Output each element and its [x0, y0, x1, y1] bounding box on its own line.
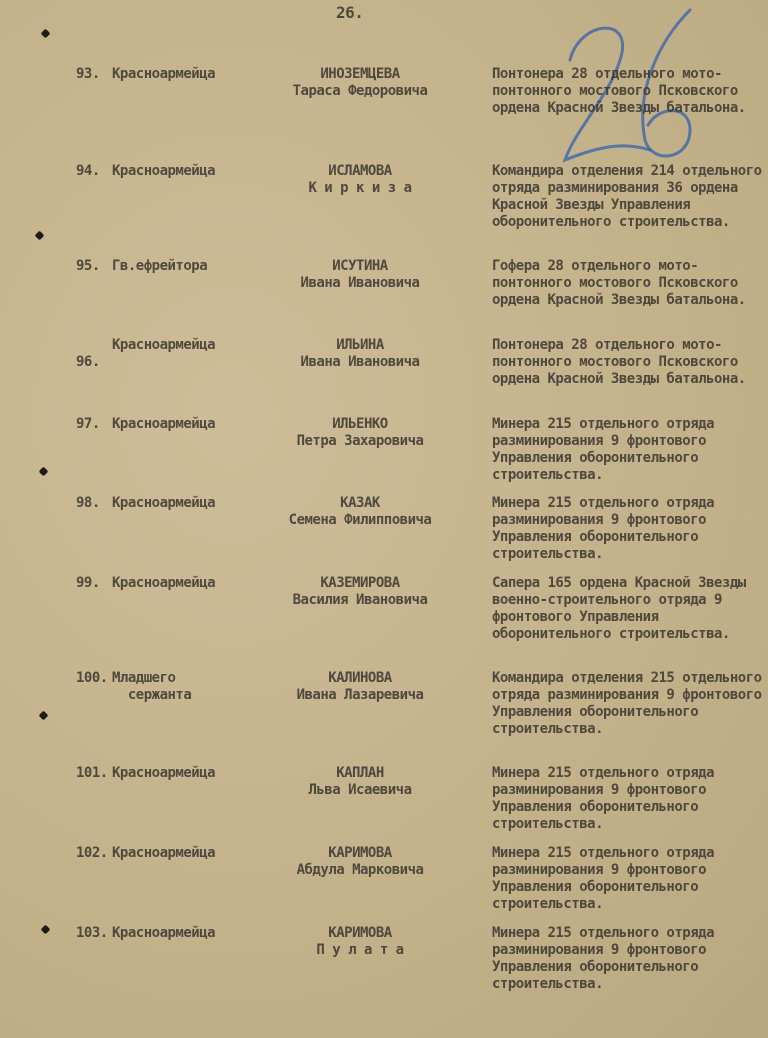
entry-given-names: Ивана Ивановича [300, 275, 420, 291]
entry-unit-description: Понтонера 28 отдельного мото-понтонного мостового Псковского ордена Красной Звезды батальона. [492, 66, 746, 116]
entry-number: 96. [76, 354, 100, 370]
entry-surname: КАЗЕМИРОВА [320, 575, 400, 591]
entry-number: 93. [76, 66, 100, 82]
entry-unit-description: Сапера 165 ордена Красной Звезды военно-строительного отряда 9 фронтового Управления оборонительного строительства. [492, 575, 746, 642]
entry-unit-description: Понтонера 28 отдельного мото-понтонного мостового Псковского ордена Красной Звезды батальона. [492, 337, 746, 387]
margin-mark [41, 29, 51, 39]
entry-surname: КАРИМОВА [328, 925, 392, 941]
entry-surname: ИЛЬЕНКО [332, 416, 388, 432]
entry-unit-description: Минера 215 отдельного отряда разминирования 9 фронтового Управления оборонительного строительства. [492, 416, 715, 483]
entry-rank: Красноармейца [112, 66, 216, 82]
entry-number: 101. [76, 765, 108, 781]
margin-mark [35, 231, 45, 241]
entry-given-names: Льва Исаевича [308, 782, 412, 798]
entry-unit-description: Минера 215 отдельного отряда разминирования 9 фронтового Управления оборонительного строительства. [492, 765, 715, 832]
entry-number: 102. [76, 845, 108, 861]
entry-number: 97. [76, 416, 100, 432]
entry-rank: Младшего сержанта [112, 670, 192, 703]
entry-given-names: Тараса Федоровича [292, 83, 428, 99]
entry-unit-description: Минера 215 отдельного отряда разминирования 9 фронтового Управления оборонительного строительства. [492, 495, 715, 562]
entry-unit-description: Командира отделения 215 отдельного отряда разминирования 9 фронтового Управления оборонительного строительства. [492, 670, 762, 737]
entry-given-names: Василия Ивановича [292, 592, 428, 608]
entry-surname: ИЛЬИНА [336, 337, 384, 353]
entry-rank: Красноармейца [112, 925, 216, 941]
entry-given-names: К и р к и з а [308, 180, 412, 196]
entry-number: 99. [76, 575, 100, 591]
entry-rank: Красноармейца [112, 765, 216, 781]
margin-mark [39, 467, 49, 477]
entry-number: 94. [76, 163, 100, 179]
entry-rank: Красноармейца [112, 337, 216, 353]
entry-given-names: Ивана Лазаревича [296, 687, 424, 703]
entry-rank: Красноармейца [112, 416, 216, 432]
entry-number: 95. [76, 258, 100, 274]
entry-number: 98. [76, 495, 100, 511]
entry-surname: ИСЛАМОВА [328, 163, 392, 179]
entry-surname: КАПЛАН [336, 765, 384, 781]
entry-given-names: Абдула Марковича [296, 862, 424, 878]
entry-given-names: П у л а т а [316, 942, 404, 958]
entry-unit-description: Минера 215 отдельного отряда разминирования 9 фронтового Управления оборонительного строительства. [492, 925, 715, 992]
entry-surname: ИСУТИНА [332, 258, 388, 274]
entry-rank: Красноармейца [112, 845, 216, 861]
entry-surname: КАЗАК [340, 495, 380, 511]
entry-rank: Красноармейца [112, 163, 216, 179]
margin-mark [39, 711, 49, 721]
entry-number: 100. [76, 670, 108, 686]
entry-rank: Красноармейца [112, 495, 216, 511]
entry-given-names: Семена Филипповича [288, 512, 432, 528]
margin-mark [41, 925, 51, 935]
page-number: 26. [336, 3, 364, 22]
entry-given-names: Петра Захаровича [296, 433, 424, 449]
entry-surname: КАЛИНОВА [328, 670, 392, 686]
entry-given-names: Ивана Ивановича [300, 354, 420, 370]
entry-unit-description: Минера 215 отдельного отряда разминирования 9 фронтового Управления оборонительного строительства. [492, 845, 715, 912]
entry-unit-description: Гофера 28 отдельного мото-понтонного мостового Псковского ордена Красной Звезды батальона. [492, 258, 746, 308]
entry-number: 103. [76, 925, 108, 941]
entry-unit-description: Командира отделения 214 отдельного отряда разминирования 36 ордена Красной Звезды Управления оборонительного строительства. [492, 163, 762, 230]
entry-surname: КАРИМОВА [328, 845, 392, 861]
entry-rank: Красноармейца [112, 575, 216, 591]
entry-surname: ИНОЗЕМЦЕВА [320, 66, 400, 82]
entry-rank: Гв.ефрейтора [112, 258, 208, 274]
